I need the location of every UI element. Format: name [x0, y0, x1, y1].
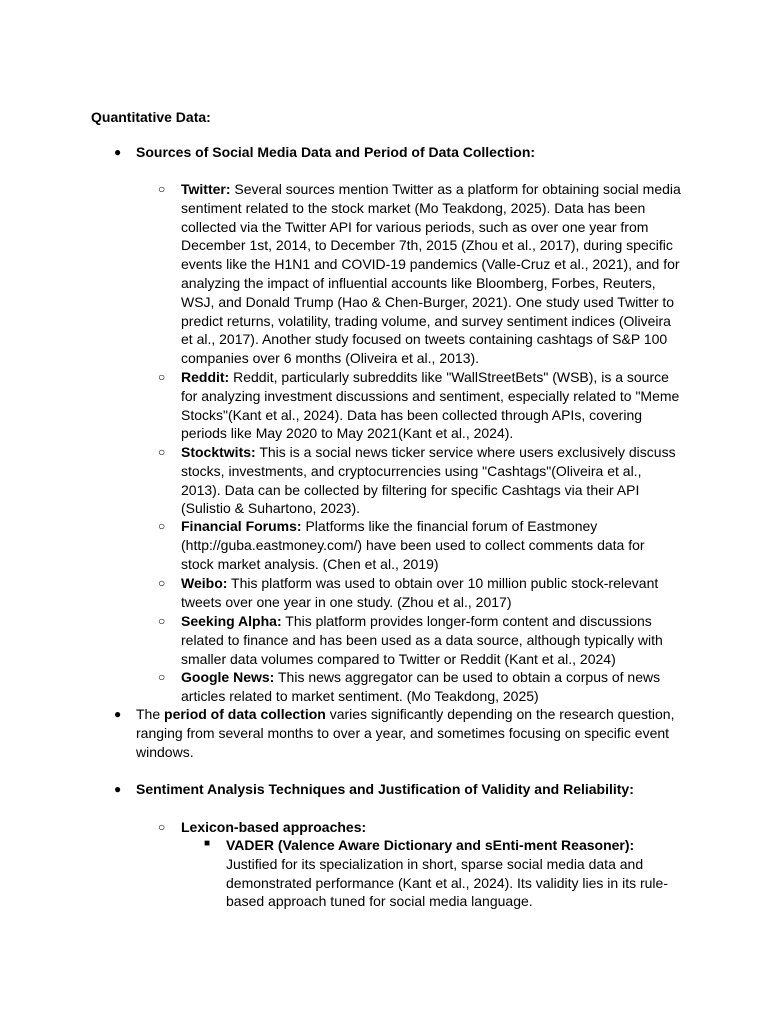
square-bullet-icon: ■: [204, 838, 211, 849]
period-post: varies significantly depending on the research question, ranging from several months to over a year, and sometimes focusing on specific event windows.: [136, 706, 675, 760]
source-item-reddit: [158, 368, 681, 443]
period-bold: period of data collection: [164, 706, 326, 722]
source-label: Seeking Alpha:: [181, 613, 282, 629]
sentiment-title: Sentiment Analysis Techniques and Justification of Validity and Reliability:: [136, 781, 634, 797]
vader-item: [204, 836, 676, 911]
source-item-stocktwits: [158, 443, 681, 518]
source-item-twitter: [158, 180, 681, 368]
sources-bullet: [114, 143, 696, 162]
source-label: Financial Forums:: [181, 518, 302, 534]
source-text: This platform was used to obtain over 10 million public stock-relevant tweets over one year in one study. (Zhou et al., 2017): [181, 575, 659, 610]
source-label: Google News:: [181, 669, 275, 685]
period-bullet: [114, 705, 681, 761]
source-label: Twitter:: [181, 181, 231, 197]
circle-bullet-icon: ○: [158, 370, 166, 384]
circle-bullet-icon: ○: [158, 519, 166, 533]
source-text: This news aggregator can be used to obtain a corpus of news articles related to market sentiment. (Mo Teakdong, 2025): [181, 669, 661, 704]
source-label: Weibo:: [181, 575, 228, 591]
vader-text: Justified for its specialization in short, sparse social media data and demonstrated performance (Kant et al., 2024). Its validity lies in its rule-based approach tuned for social media language.: [226, 855, 668, 910]
source-item-seeking-alpha: [158, 612, 681, 668]
disc-bullet-icon: ●: [114, 145, 122, 159]
source-text: Several sources mention Twitter as a platform for obtaining social media sentiment related to the stock market (Mo Teakdong, 2025). Data has been collected via the Twitter API for various periods, such as over one year from December 1st, 2014, to December 7th, 2015 (Zhou et al., 2017), during specific events like the H1N1 and COVID-19 pandemics (Valle-Cruz et al., 2021), and for analyzing the impact of influential accounts like Bloomberg, Forbes, Reuters, WSJ, and Donald Trump (Hao & Chen-Burger, 2021). One study used Twitter to predict returns, volatility, trading volume, and survey sentiment indices (Oliveira et al., 2017). Another study focused on tweets containing cashtags of S&P 100 companies over 6 months (Oliveira et al., 2013).: [181, 181, 681, 367]
disc-bullet-icon: ●: [114, 782, 122, 796]
sentiment-bullet: [114, 780, 696, 799]
source-text: This is a social news ticker service where users exclusively discuss stocks, investments, and cryptocurrencies using "Cashtags"(Oliveira et al., 2013). Data can be collected by filtering for specific Cashtags via their API (Sulistio & Suhartono, 2023).: [181, 444, 676, 517]
lexicon-item: [158, 818, 681, 837]
vader-title: VADER (Valence Aware Dictionary and sEnti-ment Reasoner):: [226, 837, 635, 853]
source-item-weibo: [158, 574, 681, 612]
source-text: This platform provides longer-form content and discussions related to finance and has been used as a data source, although typically with smaller data volumes compared to Twitter or Reddit (Kant et al., 2024): [181, 613, 663, 667]
source-item-google-news: [158, 668, 681, 706]
circle-bullet-icon: ○: [158, 670, 166, 684]
circle-bullet-icon: ○: [158, 445, 166, 459]
lexicon-title: Lexicon-based approaches:: [181, 819, 367, 835]
sources-title: Sources of Social Media Data and Period of Data Collection:: [136, 144, 536, 160]
source-text: Reddit, particularly subreddits like "WallStreetBets" (WSB), is a source for analyzing investment discussions and sentiment, especially related to "Meme Stocks"(Kant et al., 2024). Data has been collected through APIs, covering periods like May 2020 to May 2021(Kant et al., 2024).: [181, 369, 680, 442]
source-text: Platforms like the financial forum of Eastmoney (http://guba.eastmoney.com/) have been used to collect comments data for stock market analysis. (Chen et al., 2019): [181, 518, 645, 572]
circle-bullet-icon: ○: [158, 820, 166, 834]
circle-bullet-icon: ○: [158, 182, 166, 196]
source-label: Stocktwits:: [181, 444, 256, 460]
circle-bullet-icon: ○: [158, 576, 166, 590]
period-pre: The: [136, 706, 165, 722]
disc-bullet-icon: ●: [114, 707, 122, 721]
section-heading: Quantitative Data:: [91, 109, 211, 125]
circle-bullet-icon: ○: [158, 614, 166, 628]
source-item-financial-forums: [158, 517, 681, 573]
source-label: Reddit:: [181, 369, 230, 385]
